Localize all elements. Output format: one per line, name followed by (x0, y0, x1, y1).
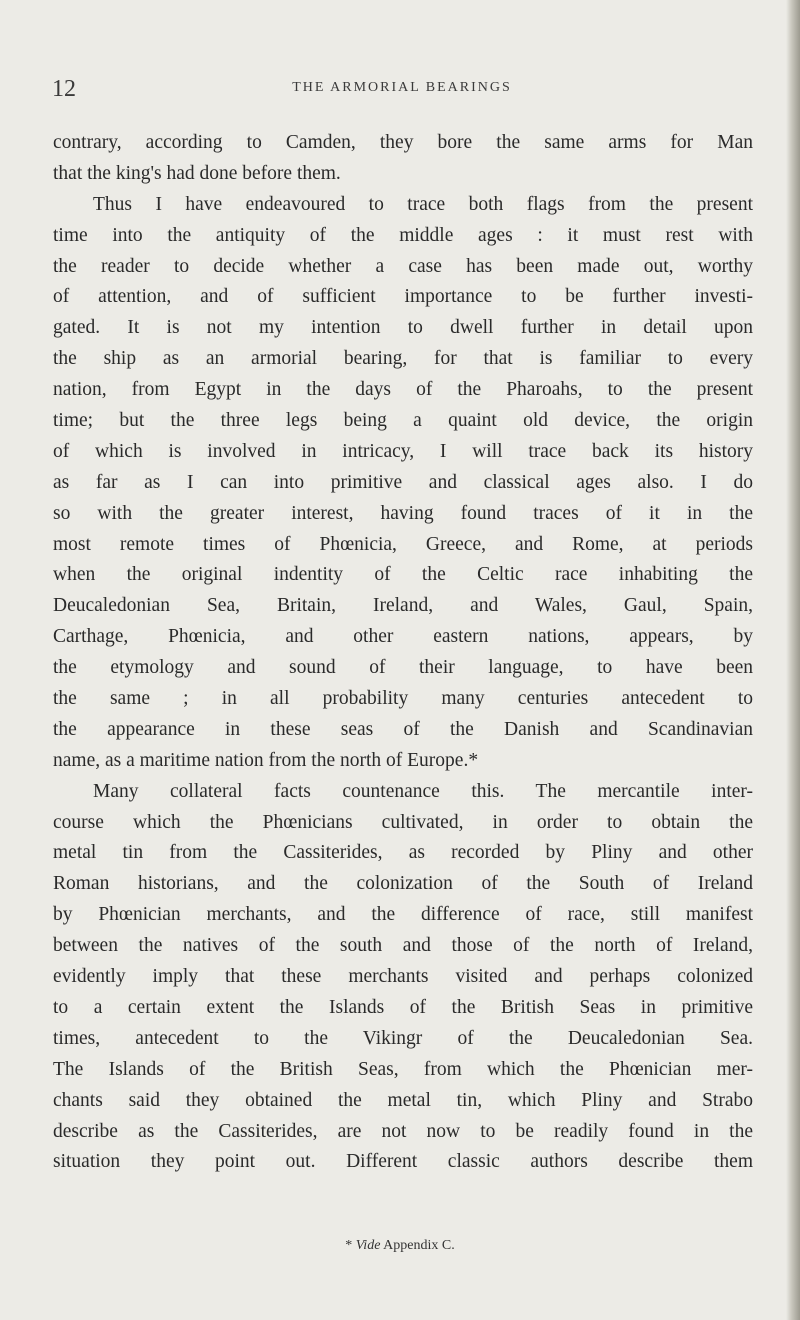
text-line: times, antecedent to the Vikingr of the Deucaledonian Sea. (53, 1027, 753, 1049)
text-line: Deucaledonian Sea, Britain, Ireland, and Wales, Gaul, Spain, (53, 595, 753, 617)
text-line: between the natives of the south and those of the north of Ireland, (53, 935, 753, 957)
text-line: of which is involved in intricacy, I will trace back its history (53, 440, 753, 462)
text-line: time into the antiquity of the middle ages : it must rest with (53, 224, 753, 246)
text-line: the ship as an armorial bearing, for that is familiar to every (53, 348, 753, 370)
footnote-text: Appendix C. (380, 1238, 455, 1253)
running-title: THE ARMORIAL BEARINGS (292, 80, 512, 95)
page-number: 12 (52, 76, 76, 102)
page-edge (786, 0, 800, 1320)
text-line: the etymology and sound of their language, to have been (53, 657, 753, 679)
text-line: to a certain extent the Islands of the British Seas in primitive (53, 996, 753, 1018)
footnote-vide: Vide (355, 1238, 381, 1253)
text-line: that the king's had done before them. (53, 162, 341, 184)
text-line: when the original indentity of the Celtic race inhabiting the (53, 564, 753, 586)
footnote-marker: * (345, 1238, 356, 1253)
text-line: evidently imply that these merchants visited and perhaps colonized (53, 966, 753, 988)
text-line: The Islands of the British Seas, from which the Phœnician mer- (53, 1058, 753, 1080)
text-line: time; but the three legs being a quaint old device, the origin (53, 410, 753, 432)
text-line: name, as a maritime nation from the north of Europe.* (53, 749, 479, 771)
text-line: so with the greater interest, having found traces of it in the (53, 502, 753, 524)
text-line: situation they point out. Different classic authors describe them (53, 1151, 753, 1173)
text-line: of attention, and of sufficient importance to be further investi- (53, 286, 753, 308)
text-line: by Phœnician merchants, and the difference of race, still manifest (53, 904, 753, 926)
text-line: Carthage, Phœnicia, and other eastern nations, appears, by (53, 626, 753, 648)
text-line: metal tin from the Cassiterides, as recorded by Pliny and other (53, 842, 753, 864)
text-line: Many collateral facts countenance this. The mercantile inter- (93, 780, 753, 802)
text-line: gated. It is not my intention to dwell further in detail upon (53, 317, 753, 339)
text-line: Roman historians, and the colonization of the South of Ireland (53, 873, 753, 895)
text-line: as far as I can into primitive and classical ages also. I do (53, 471, 753, 493)
text-line: course which the Phœnicians cultivated, in order to obtain the (53, 811, 753, 833)
text-line: contrary, according to Camden, they bore the same arms for Man (53, 132, 753, 153)
text-line: the appearance in these seas of the Danish and Scandinavian (53, 718, 753, 740)
footnote (0, 1238, 800, 1254)
body-text (53, 128, 753, 1178)
text-line: describe as the Cassiterides, are not now to be readily found in the (53, 1120, 753, 1142)
text-line: the reader to decide whether a case has been made out, worthy (53, 255, 753, 277)
text-line: the same ; in all probability many centuries antecedent to (53, 688, 753, 710)
text-line: most remote times of Phœnicia, Greece, and Rome, at periods (53, 533, 753, 555)
text-line: nation, from Egypt in the days of the Pharoahs, to the present (53, 379, 753, 401)
page-header (52, 76, 752, 106)
text-line: chants said they obtained the metal tin, which Pliny and Strabo (53, 1089, 753, 1111)
text-line: Thus I have endeavoured to trace both flags from the present (93, 193, 753, 215)
